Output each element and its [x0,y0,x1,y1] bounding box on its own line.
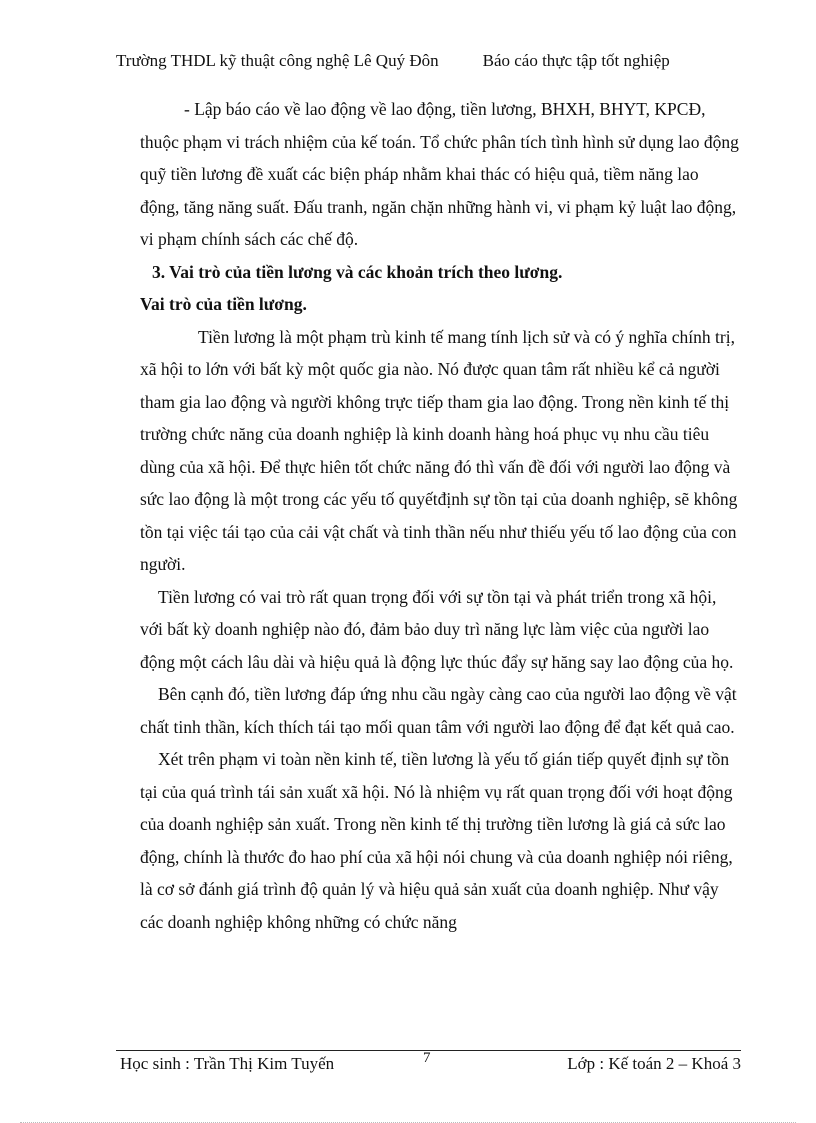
section-heading-3: 3. Vai trò của tiền lương và các khoản trích theo lương. [152,261,563,282]
paragraph-wage-role: Tiền lương có vai trò rất quan trọng đối với sự tồn tại và phát triển trong xã hội, với bất kỳ doanh nghiệp nào đó, đảm bảo duy trì năng lực làm việc của người lao động một cách lâu dài và hiệu quả là động lực thúc đẩy sự hăng say lao động của họ. [140,586,734,672]
document-body [140,93,740,938]
header-report-title: Báo cáo thực tập tốt nghiệp [482,51,670,70]
page-header [116,50,736,72]
footer-class: Lớp : Kế toán 2 – Khoá 3 [567,1054,741,1073]
footer-student: Học sinh : Trần Thị Kim Tuyến [120,1054,335,1073]
header-school: Trường THDL kỹ thuật công nghệ Lê Quý Đôn [116,51,439,70]
paragraph-wage-concept: Tiền lương là một phạm trù kinh tế mang tính lịch sử và có ý nghĩa chính trị, xã hội to lớn với bất kỳ một quốc gia nào. Nó được quan tâm rất nhiều kể cả người tham gia lao động và người không trực tiếp tham gia lao động. Trong nền kinh tế thị trường chức năng của doanh nghiệp là kinh doanh hàng hoá phục vụ nhu cầu tiêu dùng của xã hội. Để thực hiên tốt chức năng đó thì vấn đề đối với người lao động và sức lao động là một trong các yếu tố quyếtđịnh sự tồn tại của doanh nghiệp, sẽ không tồn tại việc tái tạo của cải vật chất và tinh thần nếu như thiếu yếu tố lao động của con người. [140,326,738,574]
paragraph-wage-needs: Bên cạnh đó, tiền lương đáp ứng nhu cầu ngày càng cao của người lao động về vật chất tinh thần, kích thích tái tạo mối quan tâm với người lao động để đạt kết quả cao. [140,684,737,737]
subsection-heading: Vai trò của tiền lương. [140,294,307,314]
page-number: 7 [423,1050,431,1066]
paragraph-reporting-duties: - Lập báo cáo về lao động về lao động, tiền lương, BHXH, BHYT, KPCĐ, thuộc phạm vi trách nhiệm của kế toán. Tổ chức phân tích tình hình sử dụng lao động quỹ tiền lương đề xuất các biện pháp nhằm khai thác có hiệu quả, tiềm năng lao động, tăng năng suất. Đấu tranh, ngăn chặn những hành vi, vi phạm kỷ luật lao động, vi phạm chính sách các chế độ. [140,99,739,249]
paragraph-wage-economy: Xét trên phạm vi toàn nền kinh tế, tiền lương là yếu tố gián tiếp quyết định sự tồn tại của quá trình tái sản xuất xã hội. Nó là nhiệm vụ rất quan trọng đối với hoạt động của doanh nghiệp sản xuất. Trong nền kinh tế thị trường tiền lương là giá cả sức lao động, chính là thước đo hao phí của xã hội nói chung và của doanh nghiệp nói riêng, là cơ sở đánh giá trình độ quản lý và hiệu quả sản xuất của doanh nghiệp. Như vậy các doanh nghiệp không những có chức năng [140,749,733,932]
page-footer [116,1050,741,1078]
